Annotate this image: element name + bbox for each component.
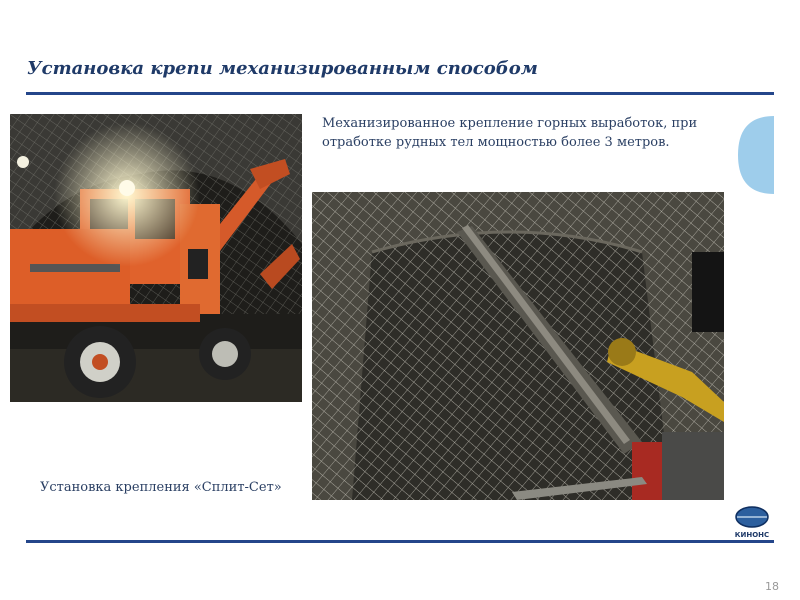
slide-title: Установка крепи механизированным способом <box>27 58 538 79</box>
company-logo <box>727 505 777 541</box>
photo-tunnel-mesh <box>312 192 724 500</box>
accent-shape <box>738 116 774 194</box>
slide-description: Механизированное крепление горных выработок, при отработке рудных тел мощностью более 3 метров. <box>322 116 698 150</box>
photo-caption: Установка крепления «Сплит-Сет» <box>40 480 282 495</box>
page-number: 18 <box>765 580 779 593</box>
title-divider <box>26 92 774 95</box>
photo-split-set-rig <box>10 114 302 402</box>
logo-text: КИНОНС <box>734 531 770 539</box>
footer-divider <box>26 540 774 543</box>
